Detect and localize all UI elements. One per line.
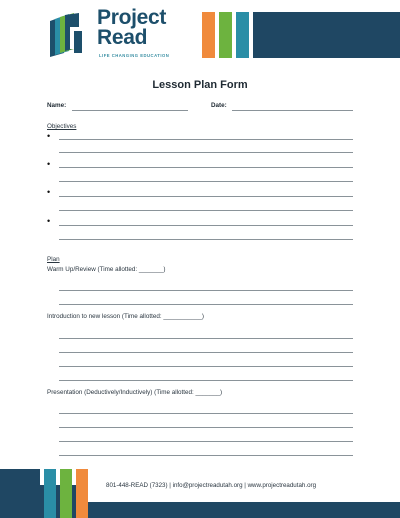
plan-heading: Plan: [47, 256, 60, 263]
presentation-label: Presentation (Deductively/Inductively) (Time allotted: _______): [47, 389, 223, 396]
warmup-line-2[interactable]: [59, 304, 353, 305]
brand-name: [97, 8, 166, 48]
header-stripe-orange: [202, 12, 215, 58]
intro-line-3[interactable]: [59, 366, 353, 367]
objective-4-line-2[interactable]: [59, 239, 353, 240]
bullet-4: •: [47, 216, 51, 226]
footer-stripe-green: [60, 469, 72, 518]
bullet-2: •: [47, 159, 51, 169]
bullet-3: •: [47, 187, 51, 197]
header-stripe-green: [219, 12, 232, 58]
header-stripe-teal: [236, 12, 249, 58]
objective-3-line-2[interactable]: [59, 210, 353, 211]
objective-4-line-1[interactable]: [59, 225, 353, 226]
intro-line-4[interactable]: [59, 380, 353, 381]
objective-3-line-1[interactable]: [59, 196, 353, 197]
presentation-line-2[interactable]: [59, 427, 353, 428]
presentation-line-4[interactable]: [59, 455, 353, 456]
date-label: Date:: [211, 102, 227, 109]
logo-icon: [48, 13, 90, 58]
date-field[interactable]: [232, 110, 353, 111]
objective-2-line-2[interactable]: [59, 181, 353, 182]
footer-block-left: [0, 469, 40, 485]
intro-line-2[interactable]: [59, 352, 353, 353]
bullet-1: •: [47, 131, 51, 141]
form-title: Lesson Plan Form: [152, 79, 248, 91]
footer-contact: 801-448-READ (7323) | info@projectreadutah.org | www.projectreadutah.org: [106, 482, 317, 489]
brand-line-2: Read: [97, 26, 148, 49]
name-field[interactable]: [72, 110, 188, 111]
footer-stripe-teal: [44, 469, 56, 518]
intro-label: Introduction to new lesson (Time allotted: ___________): [47, 313, 204, 320]
objectives-heading: Objectives: [47, 123, 77, 130]
warmup-label: Warm Up/Review (Time allotted: _______): [47, 266, 166, 273]
objective-1-line-1[interactable]: [59, 139, 353, 140]
presentation-line-3[interactable]: [59, 441, 353, 442]
presentation-line-1[interactable]: [59, 413, 353, 414]
warmup-line-1[interactable]: [59, 290, 353, 291]
brand-tagline: LIFE CHANGING EDUCATION: [99, 53, 170, 58]
objective-2-line-1[interactable]: [59, 167, 353, 168]
brand-line-1: Project: [97, 6, 167, 29]
intro-line-1[interactable]: [59, 338, 353, 339]
objective-1-line-2[interactable]: [59, 152, 353, 153]
name-label: Name:: [47, 102, 67, 109]
footer-stripe-orange: [76, 469, 88, 518]
header-band-navy: [253, 12, 400, 58]
